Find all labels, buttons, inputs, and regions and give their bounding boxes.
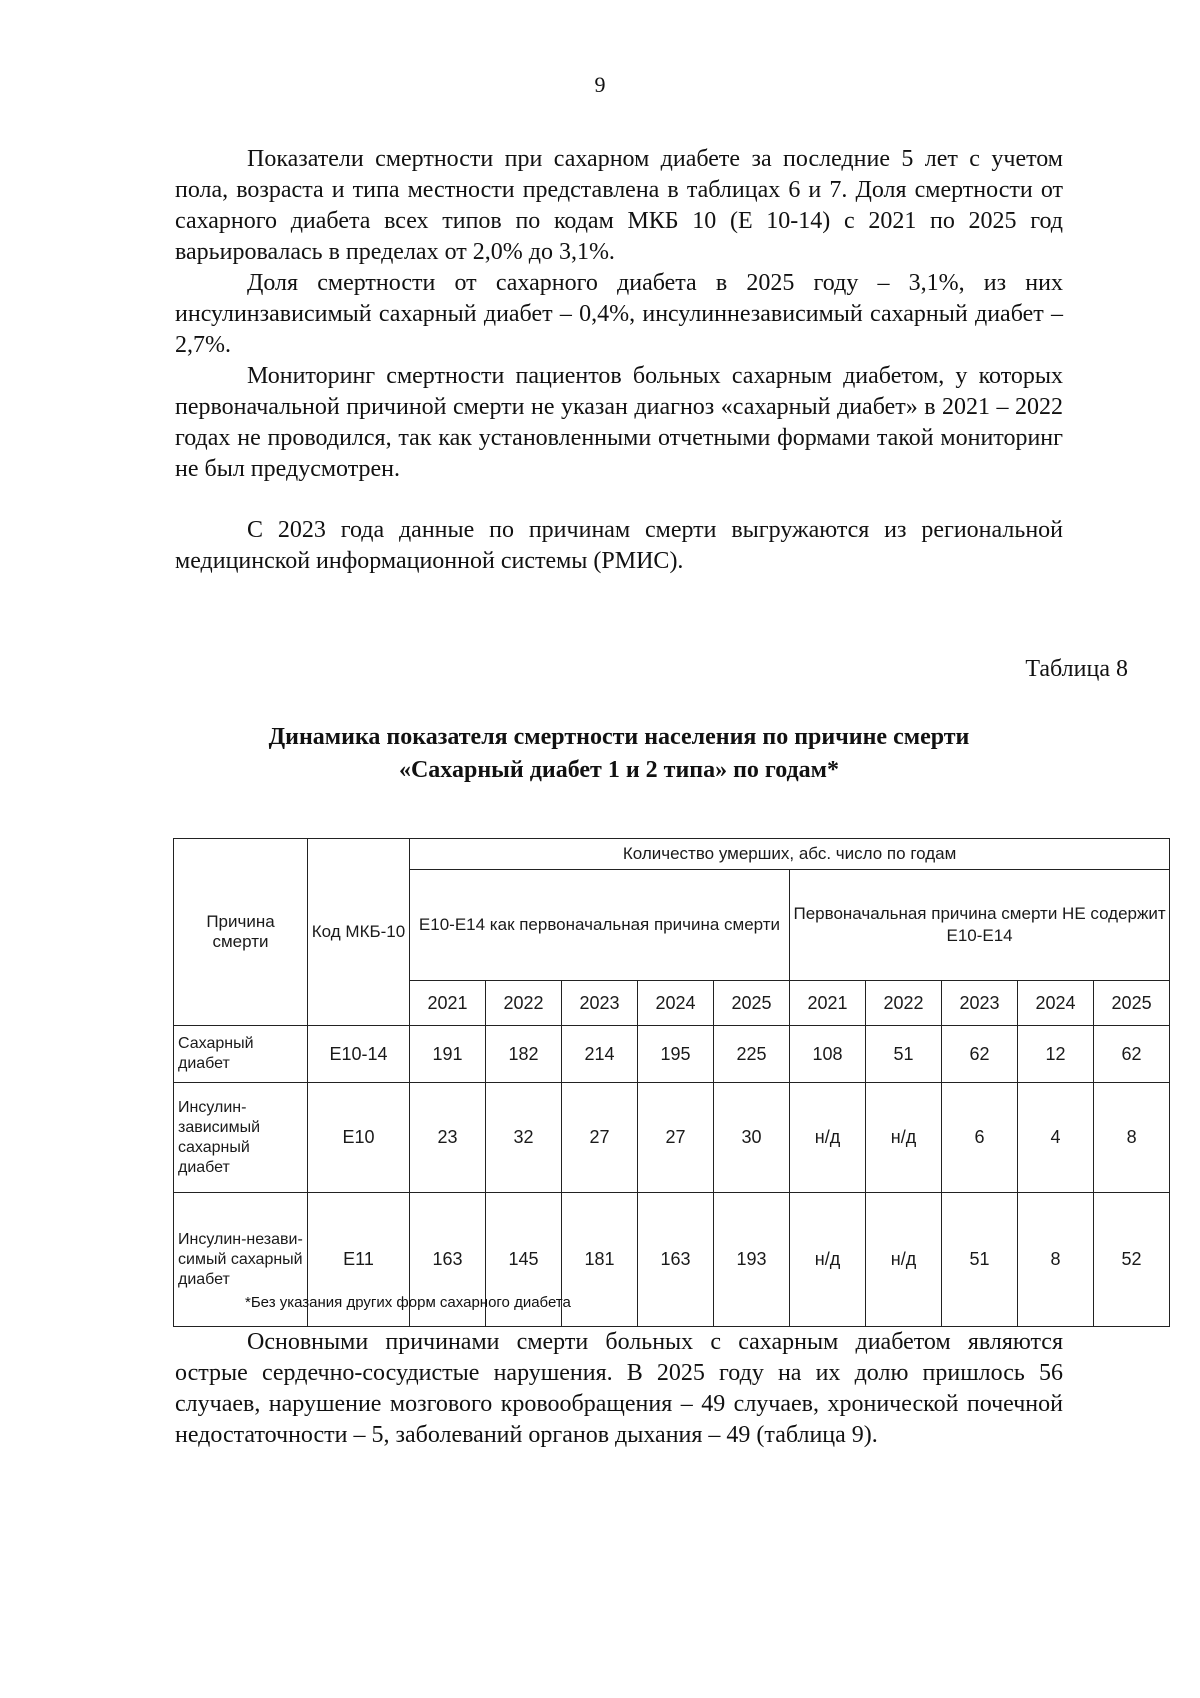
table-cell: 8 [1094, 1083, 1170, 1193]
table-cell: 181 [562, 1193, 638, 1327]
table-cell: 23 [410, 1083, 486, 1193]
table-cell: 52 [1094, 1193, 1170, 1327]
table-cell: 195 [638, 1026, 714, 1083]
table-title-line-1: Динамика показателя смертности населения по причине смерти [268, 724, 970, 750]
table-cell: 27 [638, 1083, 714, 1193]
paragraph-rmis: С 2023 года данные по причинам смерти выгружаются из региональной медицинской информационной системы (РМИС). [175, 517, 1063, 574]
table-cell: н/д [866, 1193, 942, 1327]
header-year: 2025 [1094, 981, 1170, 1026]
header-group-not-primary: Первоначальная причина смерти НЕ содержит Е10-Е14 [790, 870, 1170, 981]
table-cell: 30 [714, 1083, 790, 1193]
table-cell: 51 [866, 1026, 942, 1083]
mortality-table [173, 838, 1170, 1327]
header-year: 2023 [942, 981, 1018, 1026]
row-cause: Сахарный диабет [174, 1026, 308, 1083]
table-cell: 193 [714, 1193, 790, 1327]
header-year: 2021 [790, 981, 866, 1026]
table-footnote: *Без указания других форм сахарного диабета [245, 1294, 571, 1311]
table-cell: 225 [714, 1026, 790, 1083]
paragraph-mortality-2025: Доля смертности от сахарного диабета в 2025 году – 3,1%, из них инсулинзависимый сахарный диабет – 0,4%, инсулиннезависимый сахарный диабет – 2,7%. [175, 270, 1063, 358]
paragraph-monitoring: Мониторинг смертности пациентов больных сахарным диабетом, у которых первоначальной причиной смерти не указан диагноз «сахарный диабет» в 2021 – 2022 годах не проводился, так как установленными отчетными формами такой мониторинг не был предусмотрен. [175, 363, 1063, 482]
table-cell: 62 [942, 1026, 1018, 1083]
table-cell: 62 [1094, 1026, 1170, 1083]
row-code: Е11 [308, 1193, 410, 1327]
header-year: 2025 [714, 981, 790, 1026]
table-cell: н/д [790, 1193, 866, 1327]
table-cell: 51 [942, 1193, 1018, 1327]
table-cell: 163 [410, 1193, 486, 1327]
row-cause: Инсулин-зависимый сахарный диабет [174, 1083, 308, 1193]
table-row-diabetes [174, 1026, 1170, 1083]
table-row-insulin-dependent [174, 1083, 1170, 1193]
table-cell: 145 [486, 1193, 562, 1327]
table-title [175, 721, 1063, 787]
table-cell: 8 [1018, 1193, 1094, 1327]
row-code: Е10-14 [308, 1026, 410, 1083]
table-cell: н/д [790, 1083, 866, 1193]
table-cell: 191 [410, 1026, 486, 1083]
table-cell: 32 [486, 1083, 562, 1193]
header-year: 2021 [410, 981, 486, 1026]
table-cell: 4 [1018, 1083, 1094, 1193]
table-title-line-2: «Сахарный диабет 1 и 2 типа» по годам* [398, 757, 840, 783]
header-year: 2022 [866, 981, 942, 1026]
table-cell: 163 [638, 1193, 714, 1327]
header-year: 2022 [486, 981, 562, 1026]
table-label: Таблица 8 [1025, 656, 1128, 682]
table-cell: 108 [790, 1026, 866, 1083]
table-cell: 27 [562, 1083, 638, 1193]
header-group-primary: Е10-Е14 как первоначальная причина смерти [410, 870, 790, 981]
mortality-table-container [173, 838, 1166, 1327]
paragraph-mortality-overview: Показатели смертности при сахарном диабете за последние 5 лет с учетом пола, возраста и типа местности представлена в таблицах 6 и 7. Доля смертности от сахарного диабета всех типов по кодам МКБ 10 (Е 10-14) с 2021 по 2025 год варьировалась в пределах от 2,0% до 3,1%. [175, 146, 1063, 265]
table-cell: 6 [942, 1083, 1018, 1193]
table-cell: 182 [486, 1026, 562, 1083]
header-year: 2023 [562, 981, 638, 1026]
header-cause: Причина смерти [174, 839, 308, 1026]
paragraph-causes: Основными причинами смерти больных с сахарным диабетом являются острые сердечно-сосудистые нарушения. В 2025 году на их долю пришлось 56 случаев, нарушение мозгового кровообращения – 49 случаев, хронической почечной недостаточности – 5, заболеваний органов дыхания – 49 (таблица 9). [175, 1329, 1063, 1448]
header-year: 2024 [638, 981, 714, 1026]
table-cell: н/д [866, 1083, 942, 1193]
row-code: Е10 [308, 1083, 410, 1193]
header-code: Код МКБ-10 [308, 839, 410, 1026]
row-cause: Инсулин-незави-симый сахарный диабет [174, 1193, 308, 1327]
header-year: 2024 [1018, 981, 1094, 1026]
table-cell: 214 [562, 1026, 638, 1083]
header-deaths: Количество умерших, абс. число по годам [410, 839, 1170, 870]
table-cell: 12 [1018, 1026, 1094, 1083]
page-number: 9 [594, 72, 606, 97]
